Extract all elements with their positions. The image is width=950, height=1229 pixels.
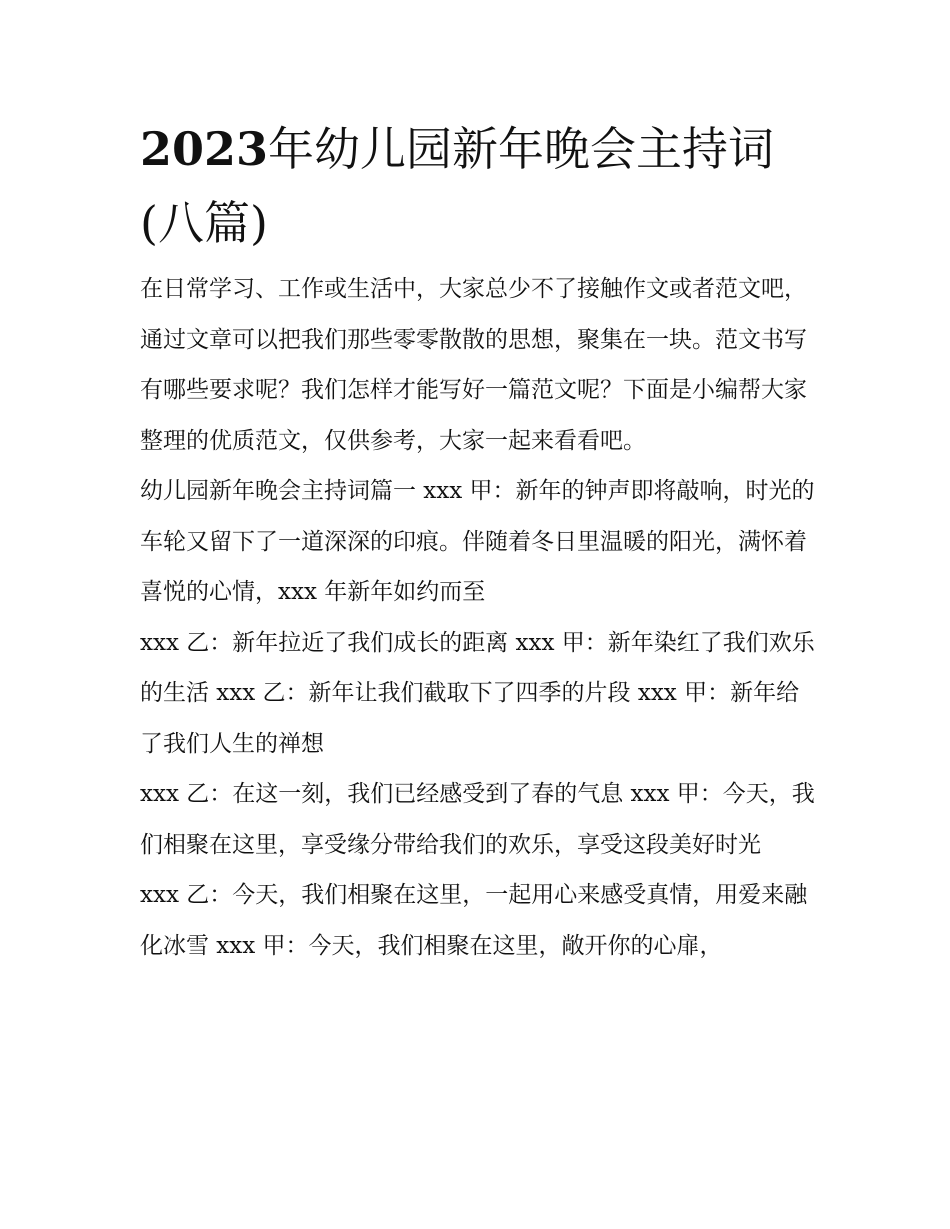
body-paragraph: 幼儿园新年晚会主持词篇一 xxx 甲：新年的钟声即将敲响，时光的车轮又留下了一道深深的印痕。伴随着冬日里温暖的阳光，满怀着喜悦的心情，xxx 年新年如约而至 — [140, 478, 815, 605]
body-paragraph: xxx 乙：新年拉近了我们成长的距离 xxx 甲：新年染红了我们欢乐的生活 xxx 乙：新年让我们截取下了四季的片段 xxx 甲：新年给了我们人生的禅想 — [140, 629, 815, 757]
intro-paragraph: 在日常学习、工作或生活中，大家总少不了接触作文或者范文吧，通过文章可以把我们那些零零散散的思想，聚集在一块。范文书写有哪些要求呢？我们怎样才能写好一篇范文呢？下面是小编帮大家整理的优质范文，仅供参考，大家一起来看看吧。 — [140, 276, 807, 454]
title-year: 2023 — [140, 122, 269, 176]
title-line-1 — [140, 112, 820, 186]
title-rest: 年幼儿园新年晚会主持词 — [268, 122, 775, 176]
document-page — [140, 112, 820, 971]
document-title — [140, 112, 820, 260]
body-paragraph: xxx 乙：在这一刻，我们已经感受到了春的气息 xxx 甲：今天，我们相聚在这里，享受缘分带给我们的欢乐，享受这段美好时光 — [140, 781, 815, 858]
body-paragraph: xxx 乙：今天，我们相聚在这里，一起用心来感受真情，用爱来融化冰雪 xxx 甲：今天，我们相聚在这里，敞开你的心扉， — [140, 882, 808, 959]
title-line-2: (八篇) — [140, 196, 268, 250]
